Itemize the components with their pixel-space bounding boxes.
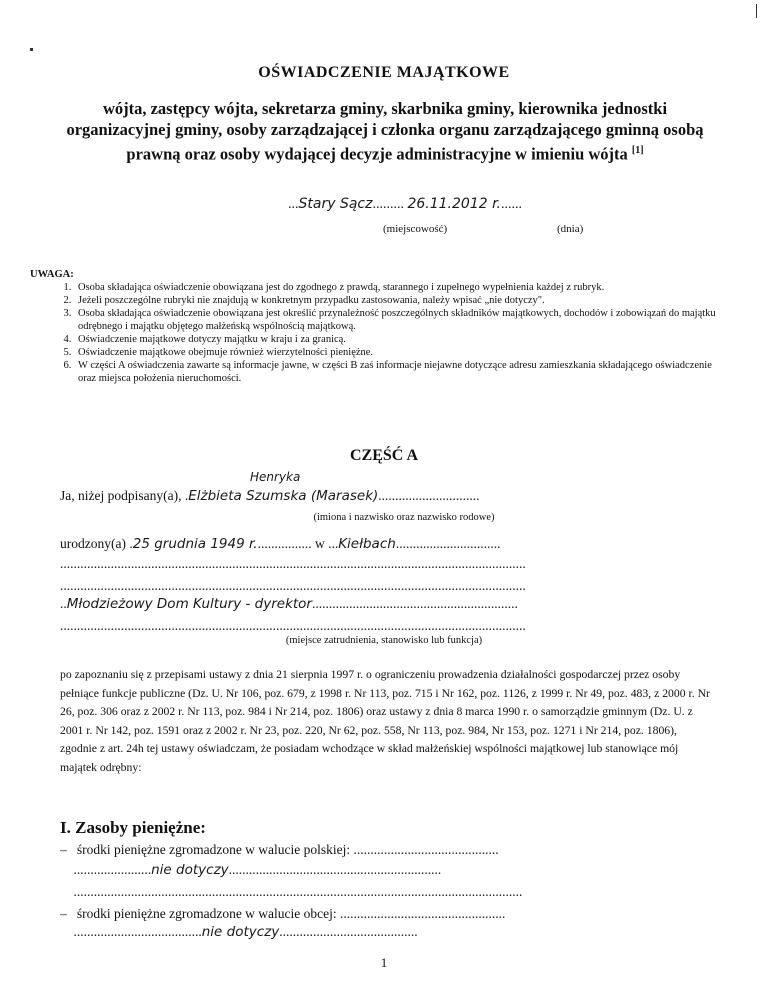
born-date: 25 grudnia 1949 r. [132, 536, 258, 552]
instructions-block [30, 268, 720, 385]
blank-dotted-line: ..................................................................................................................................... [60, 884, 523, 899]
pln-funds-line: – środki pieniężne zgromadzone w walucie polskiej: ........................................... [60, 842, 499, 857]
workplace-value: Młodzieżowy Dom Kultury - dyrektor [66, 596, 312, 612]
place-date-line: ...Stary Sącz......... 26.11.2012 r....... [288, 196, 522, 212]
foreign-funds-value: nie dotyczy [201, 924, 280, 940]
workplace-label: (miejsce zatrudnienia, stanowisko lub funkcja) [285, 635, 483, 646]
instruction-item: 2. Jeżeli poszczególne rubryki nie znajdują w konkretnym przypadku zastosowania, należy wpisać „nie dotyczy". [74, 294, 720, 307]
footnote-ref: [1] [631, 145, 644, 156]
blank-dotted-line: .......................................................................................................................................... [60, 618, 526, 633]
foreign-funds-label: środki pieniężne zgromadzone w walucie obcej: [76, 906, 337, 921]
instruction-item: 6. W części A oświadczenia zawarte są informacje jawne, w części B zaś informacje niejawne dotyczące adresu zamieszkania składającego oświadczenie oraz miejsca położenia nieruchomości. [74, 359, 720, 385]
part-a-heading: CZĘŚĆ A [349, 447, 419, 464]
instruction-item: 5. Oświadczenie majątkowe obejmuje również wierzytelności pieniężne. [74, 346, 720, 359]
legal-declaration: po zapoznaniu się z przepisami ustawy z dnia 21 sierpnia 1997 r. o ograniczeniu prowadzenia działalności gospodarczej przez osoby pełniące funkcje publiczne (Dz. U. Nr 106, poz. 679, z 1998 r. Nr 113, poz. 715 i Nr 162, poz. 1126, z 1999 r. Nr 49, poz. 483, z 2000 r. Nr 26, poz. 306 oraz z 2002 r. Nr 113, poz. 984 i Nr 214, poz. 1806) oraz ustawy z dnia 8 marca 1990 r. o samorządzie gminnym (Dz. U. z 2001 r. Nr 142, poz. 1591 oraz z 2002 r. Nr 23, poz. 220, Nr 62, poz. 558, Nr 113, poz. 984, Nr 153, poz. 1271 i Nr 214, poz. 1806), zgodnie z art. 24h tej ustawy oświadczam, że posiadam wchodzące w skład małżeńskiej wspólności majątkowej lub stanowiące mój majątek odrębny: [60, 668, 710, 774]
instruction-item: 1. Osoba składająca oświadczenie obowiązana jest do zgodnego z prawdą, starannego i zupełnego wypełnienia każdej z rubryk. [74, 281, 720, 294]
birth-line: urodzony(a) .25 grudnia 1949 r................. w ...Kiełbach............................... [60, 536, 501, 552]
foreign-funds-value-line: ......................................nie dotyczy......................................... [60, 924, 418, 940]
blank-dotted-line: .......................................................................................................................................... [60, 578, 526, 593]
page-number: 1 [380, 955, 388, 970]
name-label: (imiona i nazwisko oraz nazwisko rodowe) [313, 512, 495, 523]
pln-funds-label: środki pieniężne zgromadzone w walucie polskiej: [76, 842, 351, 857]
pln-funds-value: nie dotyczy [151, 862, 229, 878]
name-prefix: Ja, niżej podpisany(a), [60, 488, 182, 503]
workplace-line: ..Młodzieżowy Dom Kultury - dyrektor............................................................. [60, 596, 518, 612]
document-subtitle [60, 98, 710, 165]
name-line: Ja, niżej podpisany(a), .Elżbieta Szumska (Marasek).............................. [60, 488, 480, 504]
born-place: Kiełbach [338, 536, 396, 552]
scan-mark [756, 4, 757, 18]
pln-funds-value-line: .......................nie dotyczy............................................................... [60, 862, 442, 878]
place-value: Stary Sącz [298, 196, 373, 212]
born-prefix: urodzony(a) [60, 536, 126, 551]
born-in: w [314, 536, 325, 551]
place-label: (miejscowość) [383, 223, 448, 235]
date-label: (dnia) [557, 223, 584, 235]
section-heading: I. Zasoby pieniężne: [60, 818, 206, 837]
instructions-header: UWAGA: [30, 269, 74, 280]
blank-dotted-line: .......................................................................................................................................... [60, 556, 526, 571]
instructions-list [30, 281, 720, 385]
subtitle-text: wójta, zastępcy wójta, sekretarza gminy, skarbnika gminy, kierownika jednostki organizacyjnej gminy, osoby zarządzającej i członka organu zarządzającego gminną osobą prawną oraz osoby wydającej decyzje administracyjne w imieniu wójta [66, 99, 704, 164]
document-title: OŚWIADCZENIE MAJĄTKOWE [258, 64, 510, 81]
foreign-funds-line: – środki pieniężne zgromadzone w walucie obcej: ................................................. [60, 906, 506, 921]
name-value: Elżbieta Szumska (Marasek) [188, 488, 379, 504]
instruction-item: 4. Oświadczenie majątkowe dotyczy majątku w kraju i za granicą. [74, 333, 720, 346]
name-above-handwriting: Henryka [250, 470, 301, 484]
date-value: 26.11.2012 r. [407, 196, 501, 212]
instruction-item: 3. Osoba składająca oświadczenie obowiązana jest określić przynależność poszczególnych składników majątkowych, dochodów i zobowiązań do majątku odrębnego i majątku objętego małżeńską wspólnością majątkową. [74, 307, 720, 333]
scan-mark [30, 48, 33, 51]
